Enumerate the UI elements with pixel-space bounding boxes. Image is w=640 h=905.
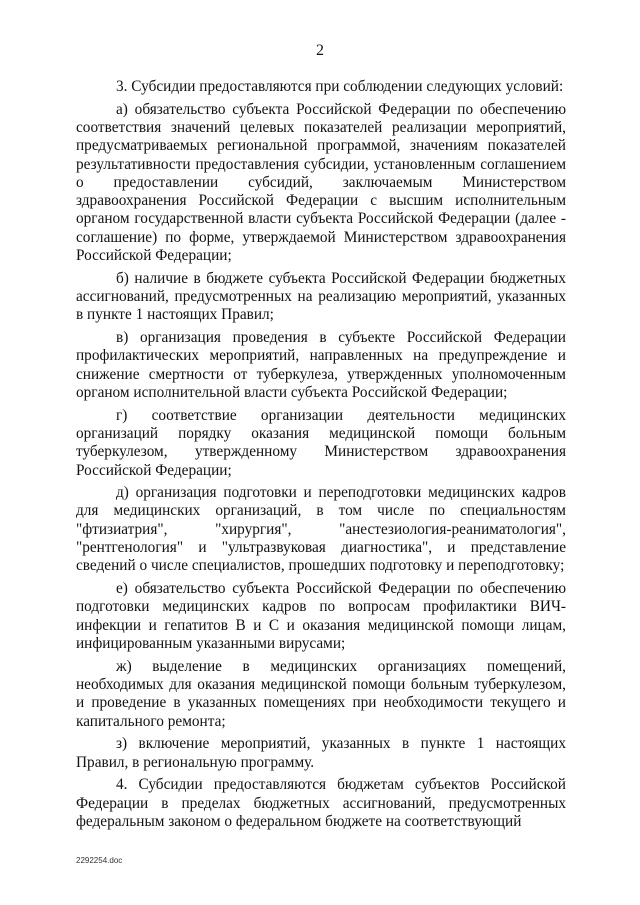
- page-number: 2: [316, 42, 324, 59]
- paragraph-3b: б) наличие в бюджете субъекта Российской Федерации бюджетных ассигнований, предусмотренных на реализацию мероприятий, указанных в пункте 1 настоящих Правил;: [76, 269, 566, 324]
- paragraph-3e: е) обязательство субъекта Российской Федерации по обеспечению подготовки медицинских кадров по вопросам профилактики ВИЧ-инфекции и гепатитов В и С и оказания медицинской помощи лицам, инфицированным указанными вирусами;: [76, 580, 566, 652]
- paragraph-3v: в) организация проведения в субъекте Российской Федерации профилактических мероприятий, направленных на предупреждение и снижение смертности от туберкулеза, утвержденных уполномоченным органом исполнительной власти субъекта Российской Федерации;: [76, 329, 566, 401]
- footer-file-code: 2292254.doc: [76, 856, 123, 865]
- paragraph-3: 3. Субсидии предоставляются при соблюдении следующих условий:: [116, 78, 564, 95]
- paragraph-3d: д) организация подготовки и переподготовки медицинских кадров для медицинских организаций, в том числе по специальностям "фтизиатрия", "хирургия", "анестезиология-реаниматология", "рентгенология" и "ультразвуковая диагностика", и представление сведений о числе специалистов, прошедших подготовку и переподготовку;: [76, 484, 566, 575]
- paragraph-3g: г) соответствие организации деятельности медицинских организаций порядку оказания медицинской помощи больным туберкулезом, утвержденному Министерством здравоохранения Российской Федерации;: [76, 406, 566, 479]
- paragraph-3a: а) обязательство субъекта Российской Федерации по обеспечению соответствия значений целевых показателей реализации мероприятий, предусматриваемых региональной программой, значениям показателей результативности предоставления субсидии, установленным соглашением о предоставлении субсидий, заключаемым Министерством здравоохранения Российской Федерации с высшим исполнительным органом государственной власти субъекта Российской Федерации (далее - соглашение) по форме, утверждаемой Министерством здравоохранения Российской Федерации;: [76, 100, 566, 265]
- paragraph-3z: з) включение мероприятий, указанных в пункте 1 настоящих Правил, в региональную программу.: [76, 735, 566, 771]
- document-body: [76, 78, 566, 835]
- paragraph-4: 4. Субсидии предоставляются бюджетам субъектов Российской Федерации в пределах бюджетных ассигнований, предусмотренных федеральным законом о федеральном бюджете на соответствующий: [76, 776, 566, 830]
- paragraph-3zh: ж) выделение в медицинских организациях помещений, необходимых для оказания медицинской помощи больным туберкулезом, и проведение в указанных помещениях при необходимости текущего и капитального ремонта;: [76, 657, 566, 730]
